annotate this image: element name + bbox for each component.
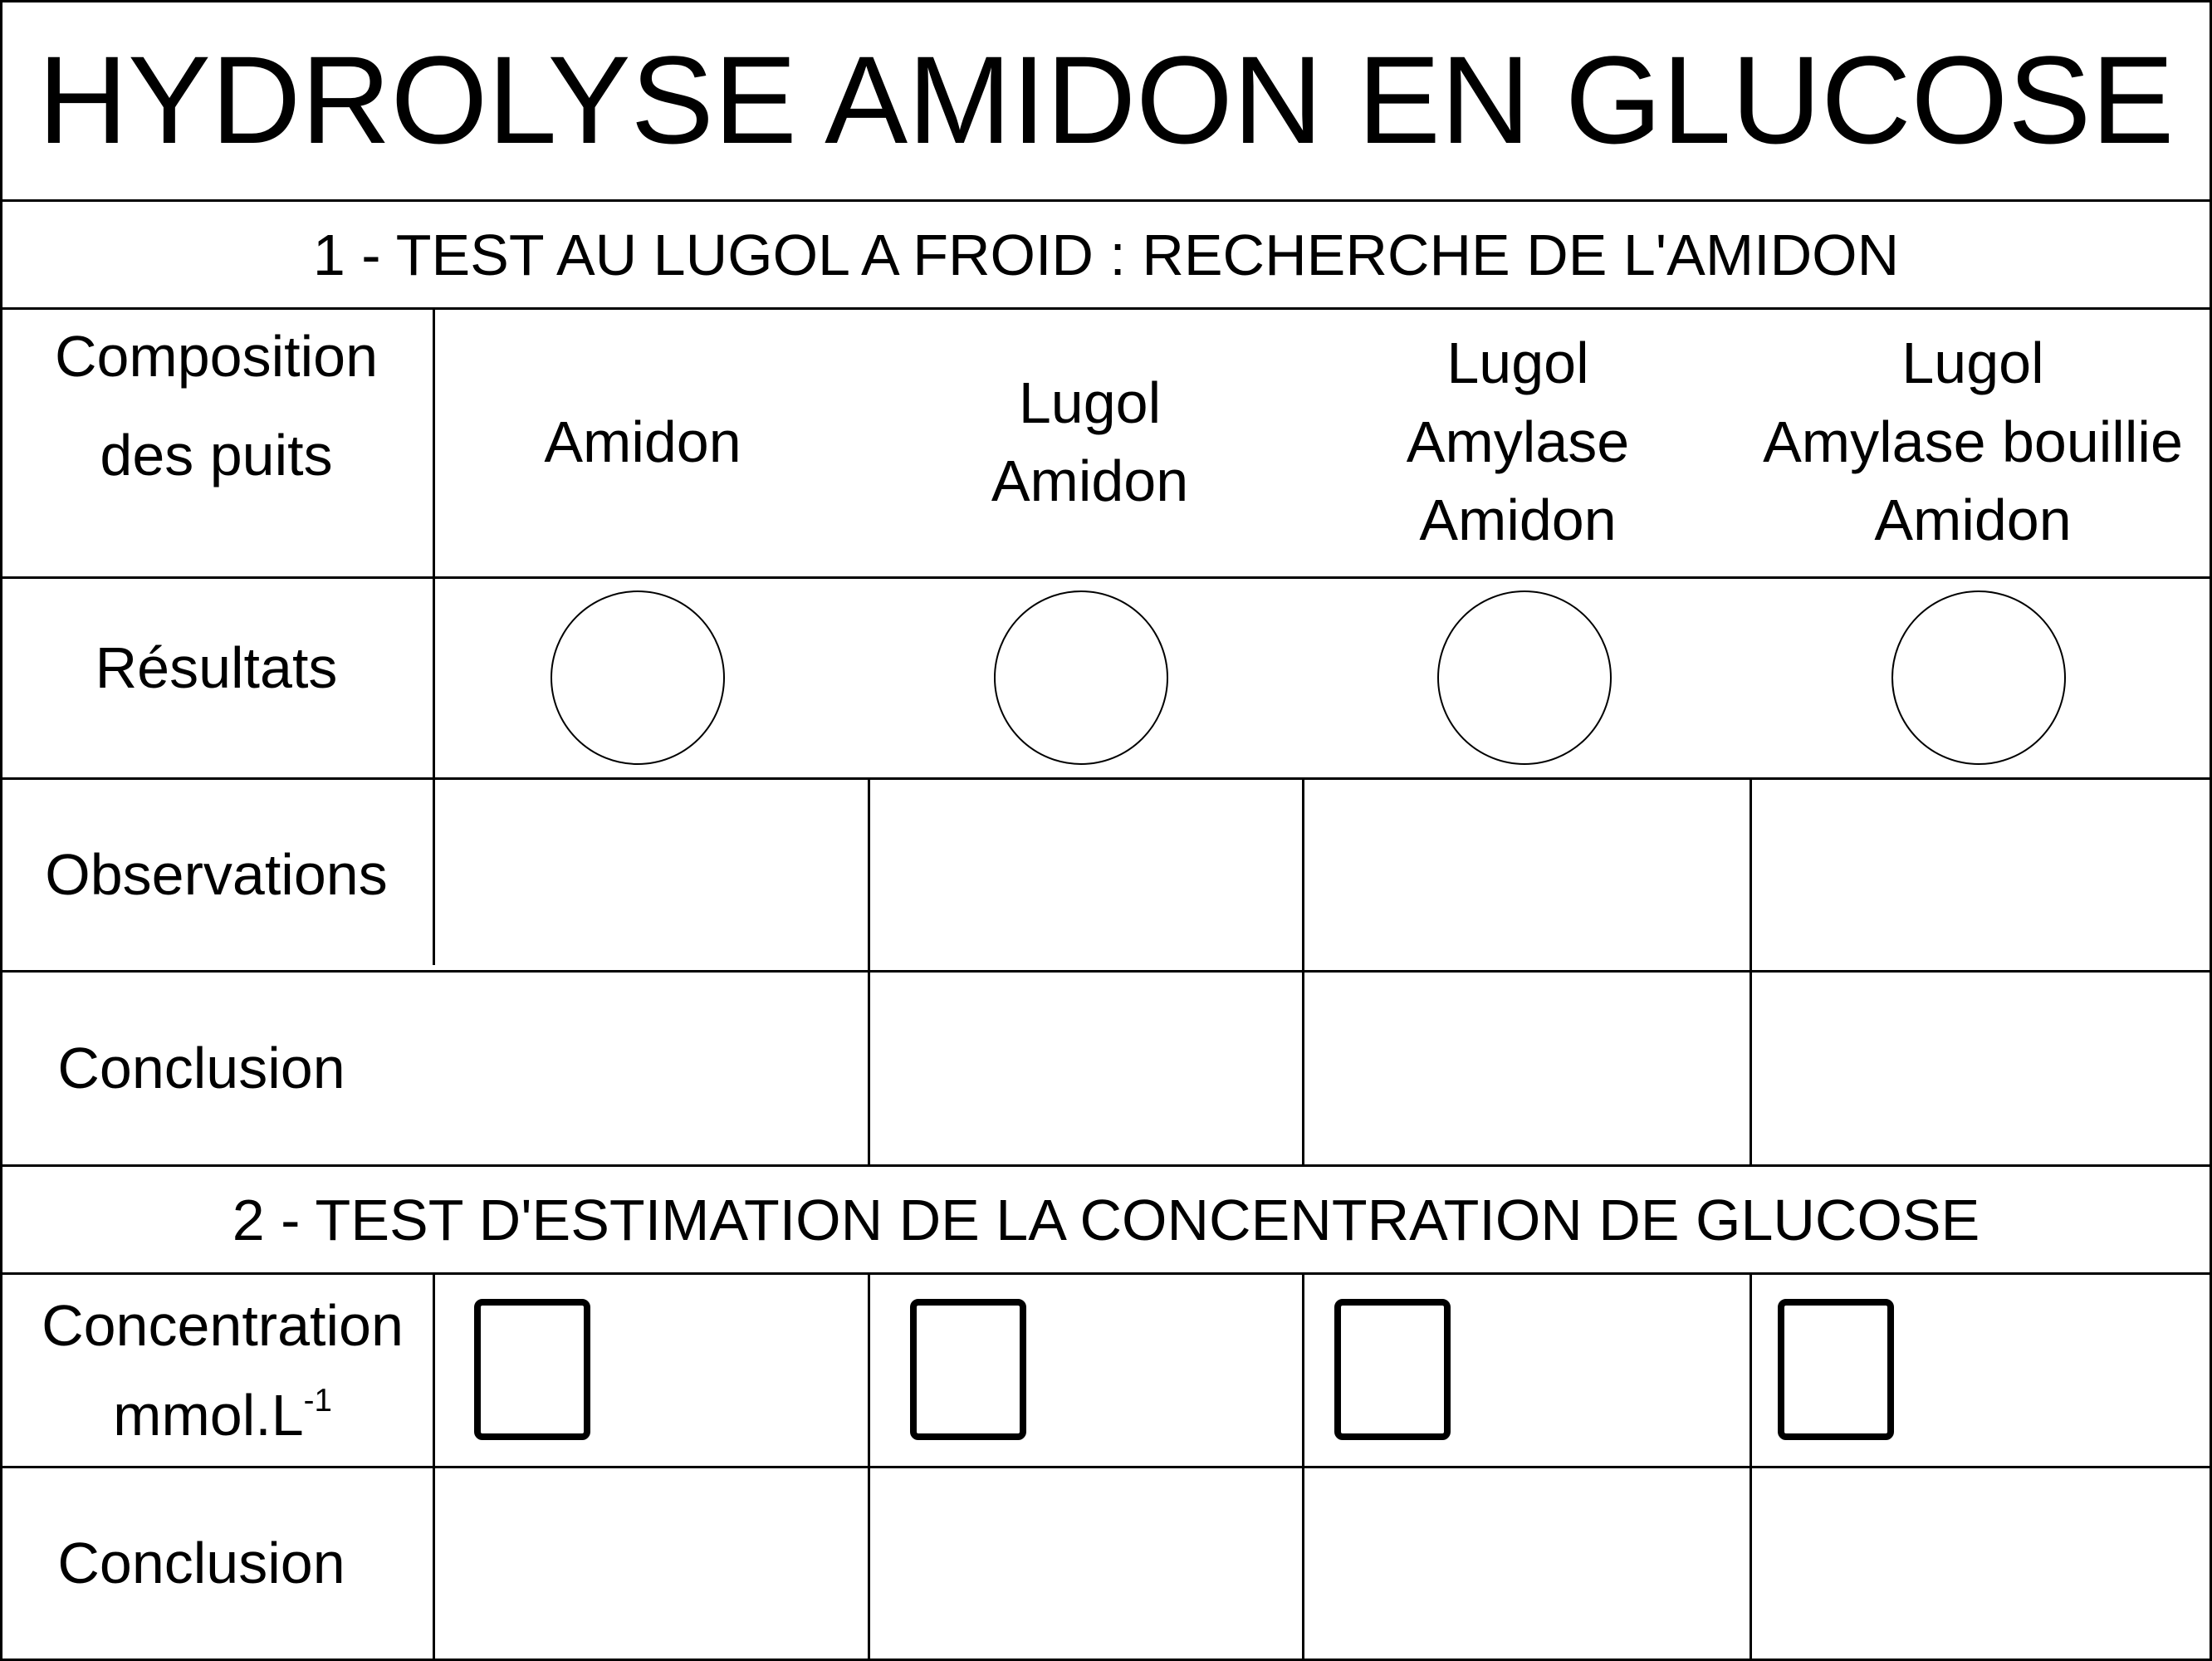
conclusion1-label: Conclusion (57, 1036, 345, 1100)
conclusion2-cell-4[interactable] (1752, 1468, 2210, 1659)
conclusion2-cell-1[interactable] (435, 1468, 868, 1659)
well-2-circle[interactable] (994, 590, 1168, 765)
composition-col2-line1: Lugol (1018, 370, 1162, 435)
concentration-label-line1: Concentration (42, 1292, 404, 1358)
observation-cell-3[interactable] (1304, 780, 1750, 970)
observation-cell-1[interactable] (435, 780, 868, 970)
composition-label (0, 307, 433, 576)
section2-heading: 2 - TEST D'ESTIMATION DE LA CONCENTRATION DE GLUCOSE (232, 1187, 1980, 1252)
conclusion1-cell-4[interactable] (1752, 973, 2210, 1164)
concentration-box-3[interactable] (1334, 1299, 1451, 1440)
concentration-box-1[interactable] (474, 1299, 590, 1440)
concentration-unit (113, 1370, 332, 1461)
observation-cell-4[interactable] (1752, 780, 2210, 970)
results-label: Résultats (95, 635, 338, 700)
composition-col3 (1302, 307, 1734, 576)
well-4-circle[interactable] (1891, 590, 2066, 765)
composition-col2-line2: Amidon (991, 448, 1189, 513)
conclusion2-cell-2[interactable] (870, 1468, 1302, 1659)
composition-label-line2: des puits (100, 423, 333, 488)
composition-col4-line3: Amidon (1874, 488, 2072, 553)
concentration-box-4[interactable] (1778, 1299, 1894, 1440)
concentration-label (0, 1275, 445, 1466)
well-3-circle[interactable] (1437, 590, 1612, 765)
observation-cell-2[interactable] (870, 780, 1302, 970)
composition-col3-line3: Amidon (1419, 488, 1617, 553)
concentration-box-2[interactable] (910, 1299, 1026, 1440)
conclusion1-cell-1[interactable] (435, 973, 868, 1164)
conclusion1-cell-2[interactable] (870, 973, 1302, 1164)
composition-col4-line1: Lugol (1901, 331, 2044, 396)
observations-label: Observations (45, 842, 388, 907)
conclusion2-label: Conclusion (57, 1531, 345, 1595)
composition-col3-line2: Amylase (1406, 409, 1630, 474)
composition-label-line1: Composition (54, 324, 379, 389)
composition-col2 (868, 307, 1312, 576)
concentration-unit-base: mmol.L (113, 1383, 304, 1448)
composition-col4 (1734, 307, 2212, 576)
composition-col1 (435, 307, 850, 576)
page-title: HYDROLYSE AMIDON EN GLUCOSE (37, 29, 2175, 169)
composition-col3-line1: Lugol (1446, 331, 1589, 396)
composition-col1-line1: Amidon (544, 409, 741, 474)
conclusion1-cell-3[interactable] (1304, 973, 1750, 1164)
conclusion2-cell-3[interactable] (1304, 1468, 1750, 1659)
section1-heading: 1 - TEST AU LUGOL A FROID : RECHERCHE DE L'AMIDON (312, 222, 1900, 287)
composition-col4-line2: Amylase bouillie (1763, 409, 2183, 474)
well-1-circle[interactable] (551, 590, 725, 765)
concentration-unit-exponent: -1 (303, 1383, 332, 1419)
